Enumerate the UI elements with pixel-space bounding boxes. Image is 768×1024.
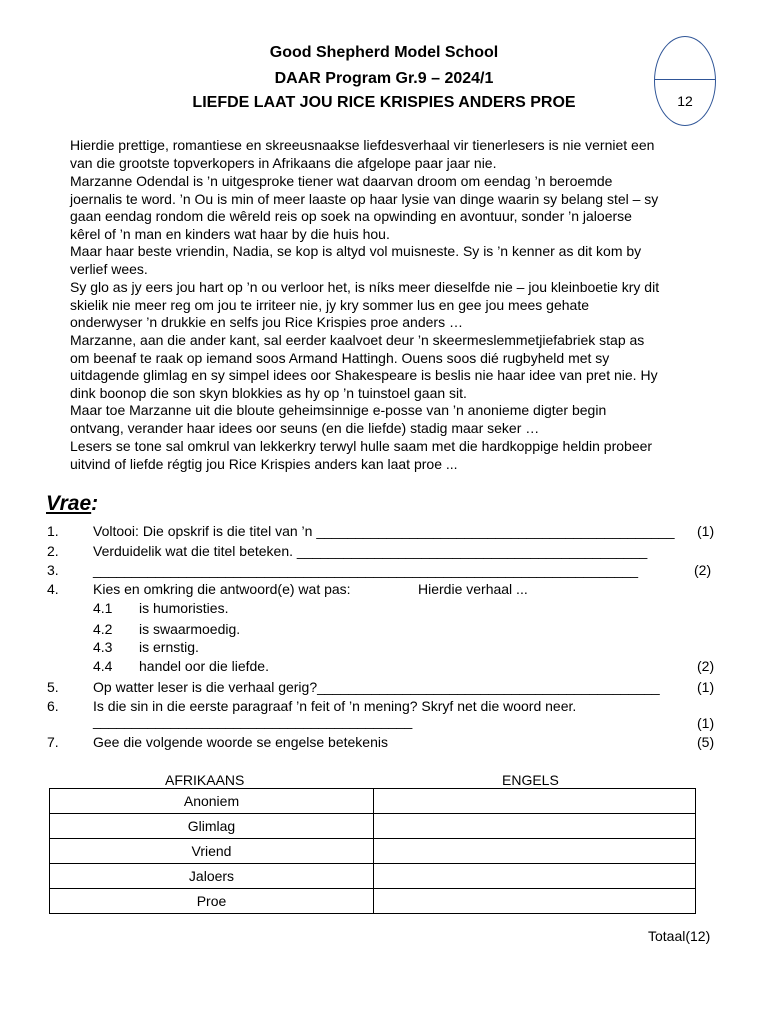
table-row <box>50 814 696 839</box>
q4-option-1-number: 4.1 <box>93 600 113 616</box>
school-name: Good Shepherd Model School <box>269 44 499 61</box>
afrikaans-word: Glimlag <box>50 814 374 839</box>
q1-text: Voltooi: Die opskrif is die titel van ’n ______________________________________________ <box>93 523 675 539</box>
q3-mark: (2) <box>694 562 712 578</box>
q6-answer-line: _________________________________________ <box>93 713 413 729</box>
q7-mark: (5) <box>697 734 715 750</box>
table-row <box>50 864 696 889</box>
q5-mark: (1) <box>697 679 715 695</box>
q4-text: Kies en omkring die antwoord(e) wat pas: <box>93 581 351 597</box>
score-max: 12 <box>677 93 693 109</box>
table-row <box>50 789 696 814</box>
q2-number: 2. <box>47 543 59 559</box>
afrikaans-word: Anoniem <box>50 789 374 814</box>
afrikaans-word: Jaloers <box>50 864 374 889</box>
english-answer-cell[interactable] <box>374 864 696 889</box>
q5-text: Op watter leser is die verhaal gerig?____________________________________________ <box>93 679 660 695</box>
passage-paragraph-1: Hierdie prettige, romantiese en skreeusnaakse liefdesverhaal vir tienerlesers is nie verniet een van die grootste topverkopers in Afrikaans die afgelope paar jaar nie. <box>70 137 655 171</box>
q1-number: 1. <box>47 523 59 539</box>
afrikaans-word: Proe <box>50 889 374 914</box>
afrikaans-word: Vriend <box>50 839 374 864</box>
q3-number: 3. <box>47 562 59 578</box>
passage-paragraph-5: Marzanne, aan die ander kant, sal eerder kaalvoet deur ’n skeermeslemmetjiefabriek stap as om beenaf te raak op iemand soos Armand Hattingh. Ouens soos dié rugbyheld met sy uitdagende glimlag en sy simpel idees oor Shakespeare is beslis nie haar idee van pret nie. Hy dink boonop die son skyn blokkies as hy op ’n tuinstoel gaan sit. <box>70 332 658 401</box>
score-oval <box>654 36 716 126</box>
english-answer-cell[interactable] <box>374 839 696 864</box>
q4-option-1-text: is humoristies. <box>139 600 229 616</box>
q1-mark: (1) <box>697 523 715 539</box>
passage-paragraph-7: Lesers se tone sal omkrul van lekkerkry terwyl hulle saam met die hardkoppige heldin probeer uitvind of liefde régtig jou Rice Krispies anders kan laat proe ... <box>70 438 653 472</box>
vocabulary-table <box>49 788 696 914</box>
q4-option-4-text: handel oor die liefde. <box>139 658 269 674</box>
total-marks: Totaal(12) <box>648 928 711 944</box>
q4-option-2-number: 4.2 <box>93 621 113 637</box>
table-row <box>50 889 696 914</box>
program-line: DAAR Program Gr.9 – 2024/1 <box>274 70 494 87</box>
passage-paragraph-2: Marzanne Odendal is ’n uitgesproke tiener wat daarvan droom om eendag ’n beroemde joernalis te word. ’n Ou is min of meer laaste op haar lysie van dinge waarin sy belang stel – sy gaan eendag rondom die wêreld reis op soek na opwinding en avontuur, sonder ’n jaloerse kêrel of ’n man en kinders wat haar by die huis hou. <box>70 173 659 242</box>
q4-mark: (2) <box>697 658 715 674</box>
q7-text: Gee die volgende woorde se engelse betekenis <box>93 734 388 750</box>
q6-text: Is die sin in die eerste paragraaf ’n feit of ’n mening? Skryf net die woord neer. <box>93 698 577 714</box>
q4-option-2-text: is swaarmoedig. <box>139 621 241 637</box>
score-divider <box>655 79 715 80</box>
column-header-afrikaans: AFRIKAANS <box>165 772 245 788</box>
passage-paragraph-4: Sy glo as jy eers jou hart op ’n ou verloor het, is níks meer dieselfde nie – jou kleinboetie kry dit skielik nie meer reg om jou te irriteer nie, jy kry sommer lus en gee jou mees gehate onderwyser ’n drukkie en selfs jou Rice Krispies proe anders … <box>70 279 660 330</box>
q4-option-3-text: is ernstig. <box>139 639 199 655</box>
q3-answer-line: ______________________________________________________________________ <box>93 562 639 578</box>
q4-text-continued: Hierdie verhaal ... <box>418 581 528 597</box>
column-header-engels: ENGELS <box>502 772 559 788</box>
questions-heading: Vrae: <box>46 492 99 515</box>
q7-number: 7. <box>47 734 59 750</box>
english-answer-cell[interactable] <box>374 789 696 814</box>
story-title: LIEFDE LAAT JOU RICE KRISPIES ANDERS PROE <box>192 94 576 111</box>
q2-text: Verduidelik wat die titel beteken. _____________________________________________ <box>93 543 648 559</box>
q5-number: 5. <box>47 679 59 695</box>
q4-number: 4. <box>47 581 59 597</box>
passage-paragraph-3: Maar haar beste vriendin, Nadia, se kop is altyd vol muisneste. Sy is ’n kenner as dit kom by verlief wees. <box>70 243 642 277</box>
passage-paragraph-6: Maar toe Marzanne uit die bloute geheimsinnige e-posse van ’n anonieme digter begin ontvang, verander haar idees oor seuns (en die liefde) stadig maar seker … <box>70 402 607 436</box>
q6-mark: (1) <box>697 715 715 731</box>
q4-option-3-number: 4.3 <box>93 639 113 655</box>
table-row <box>50 839 696 864</box>
q4-option-4-number: 4.4 <box>93 658 113 674</box>
english-answer-cell[interactable] <box>374 814 696 839</box>
q6-number: 6. <box>47 698 59 714</box>
english-answer-cell[interactable] <box>374 889 696 914</box>
